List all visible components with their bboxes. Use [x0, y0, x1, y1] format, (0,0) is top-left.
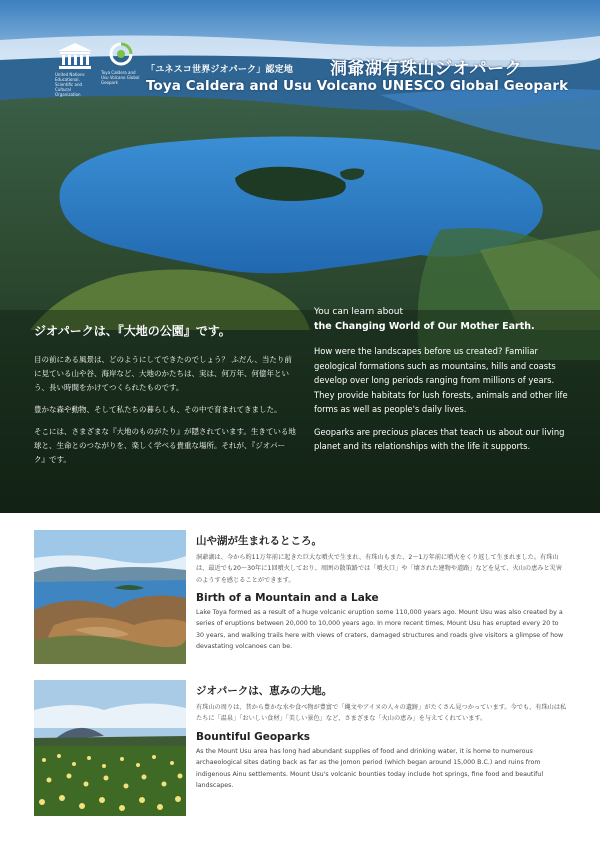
bountiful-section — [196, 683, 568, 792]
birth-section — [196, 533, 568, 653]
flower-field-photo — [34, 680, 186, 816]
birth-en-body: Lake Toya formed as a result of a huge volcanic eruption some 110,000 years ago. Mount Usu was also created by a series of eruptions between 20,000 to 10,000 years ago. In more recent times, Mount Usu has erupted every 20 to 30 years, and walking trails here with views of craters, damaged structures and roads give visitors a glimpse of how devastating volcanoes can be. — [196, 608, 564, 651]
birth-jp-title: 山や湖が生まれるところ。 — [196, 535, 322, 547]
unesco-logo — [55, 42, 95, 97]
hero-en-kicker: You can learn about — [314, 307, 404, 317]
header-en-title: Toya Caldera and Usu Volcano UNESCO Global Geopark — [146, 78, 569, 94]
geopark-globe-icon — [109, 42, 133, 66]
bountiful-en-body: As the Mount Usu area has long had abundant supplies of food and drinking water, it is home to numerous archaeological sites dating back as far as the Jomon period (which began around 15,000 B.C.) and ruins from indigenous Ainu settlements. Mount Usu's volcanic bounties today include hot springs, fine food and beautiful landscapes. — [196, 747, 544, 790]
unesco-logo-text: United Nations Educational, Scientific and Cultural Organization — [55, 72, 85, 97]
mount-usu-lake-photo — [34, 530, 186, 664]
hero-en-paragraph: Geoparks are precious places that teach us about our living planet and its relationships with the life it supports. — [314, 426, 565, 451]
header-jp-title: 洞爺湖有珠山ジオパーク — [330, 59, 523, 79]
hero-jp-paragraph: 豊かな森や動物、そして私たちの暮らしも、その中で育まれてきました。 — [34, 405, 282, 414]
bountiful-en-title: Bountiful Geoparks — [196, 730, 311, 743]
hero-en-paragraph: How were the landscapes before us created? Familiar geological formations such as mountains, hills and coasts develop over long periods ranging from millions of years. They provide habitats for lush forests, animals and other life forms as well as people's daily lives. — [314, 346, 568, 414]
birth-jp-body: 洞爺湖は、今から約11万年前に起きた巨大な噴火で生まれ、有珠山もまた、2～1万年前に噴火をくり返して生まれました。有珠山は、最近でも20～30年に1回噴火しており、周囲の散策路では「噴火口」や「壊された建物や道路」などを見て、火山の恵みと災害のようすを感じることができます。 — [196, 554, 563, 584]
geopark-logo-text: Toya Caldera and Usu Volcano Global Geopark — [101, 70, 140, 85]
hero-en-heading: the Changing World of Our Mother Earth. — [314, 321, 535, 332]
unesco-temple-icon — [55, 42, 95, 70]
hero-jp-paragraph: そこには、さまざまな『大地のものがたり』が隠されています。生きている地球と、生命とのつながりを、楽しく学べる貴重な場所。それが、『ジオパーク』です。 — [34, 427, 296, 464]
header-jp-subtitle: 「ユネスコ世界ジオパーク」認定地 — [146, 65, 294, 75]
global-geopark-logo — [101, 42, 141, 90]
hero-jp-heading: ジオパークは、『大地の公園』です。 — [34, 324, 231, 338]
hero-en-column — [314, 306, 574, 462]
bountiful-jp-title: ジオパークは、恵みの大地。 — [196, 685, 333, 697]
bountiful-jp-body: 有珠山の周りは、昔から豊かな水や食べ物が豊富で「縄文やアイヌの人々の遺跡」がたくさん見つかっています。今でも、有珠山は私たちに「温泉」「おいしい食材」「美しい景色」など、さまざまな「火山の恵み」を与えてくれています。 — [196, 704, 567, 723]
hero-jp-paragraph: 目の前にある風景は、どのようにしてできたのでしょう？ ふだん、当たり前に見ている山や谷、海岸など、大地のかたちは、実は、何万年、何億年という、長い時間をかけてつくられたものです。 — [34, 355, 292, 392]
hero-jp-column — [34, 322, 296, 475]
birth-en-title: Birth of a Mountain and a Lake — [196, 591, 379, 604]
logo-group — [55, 40, 143, 96]
